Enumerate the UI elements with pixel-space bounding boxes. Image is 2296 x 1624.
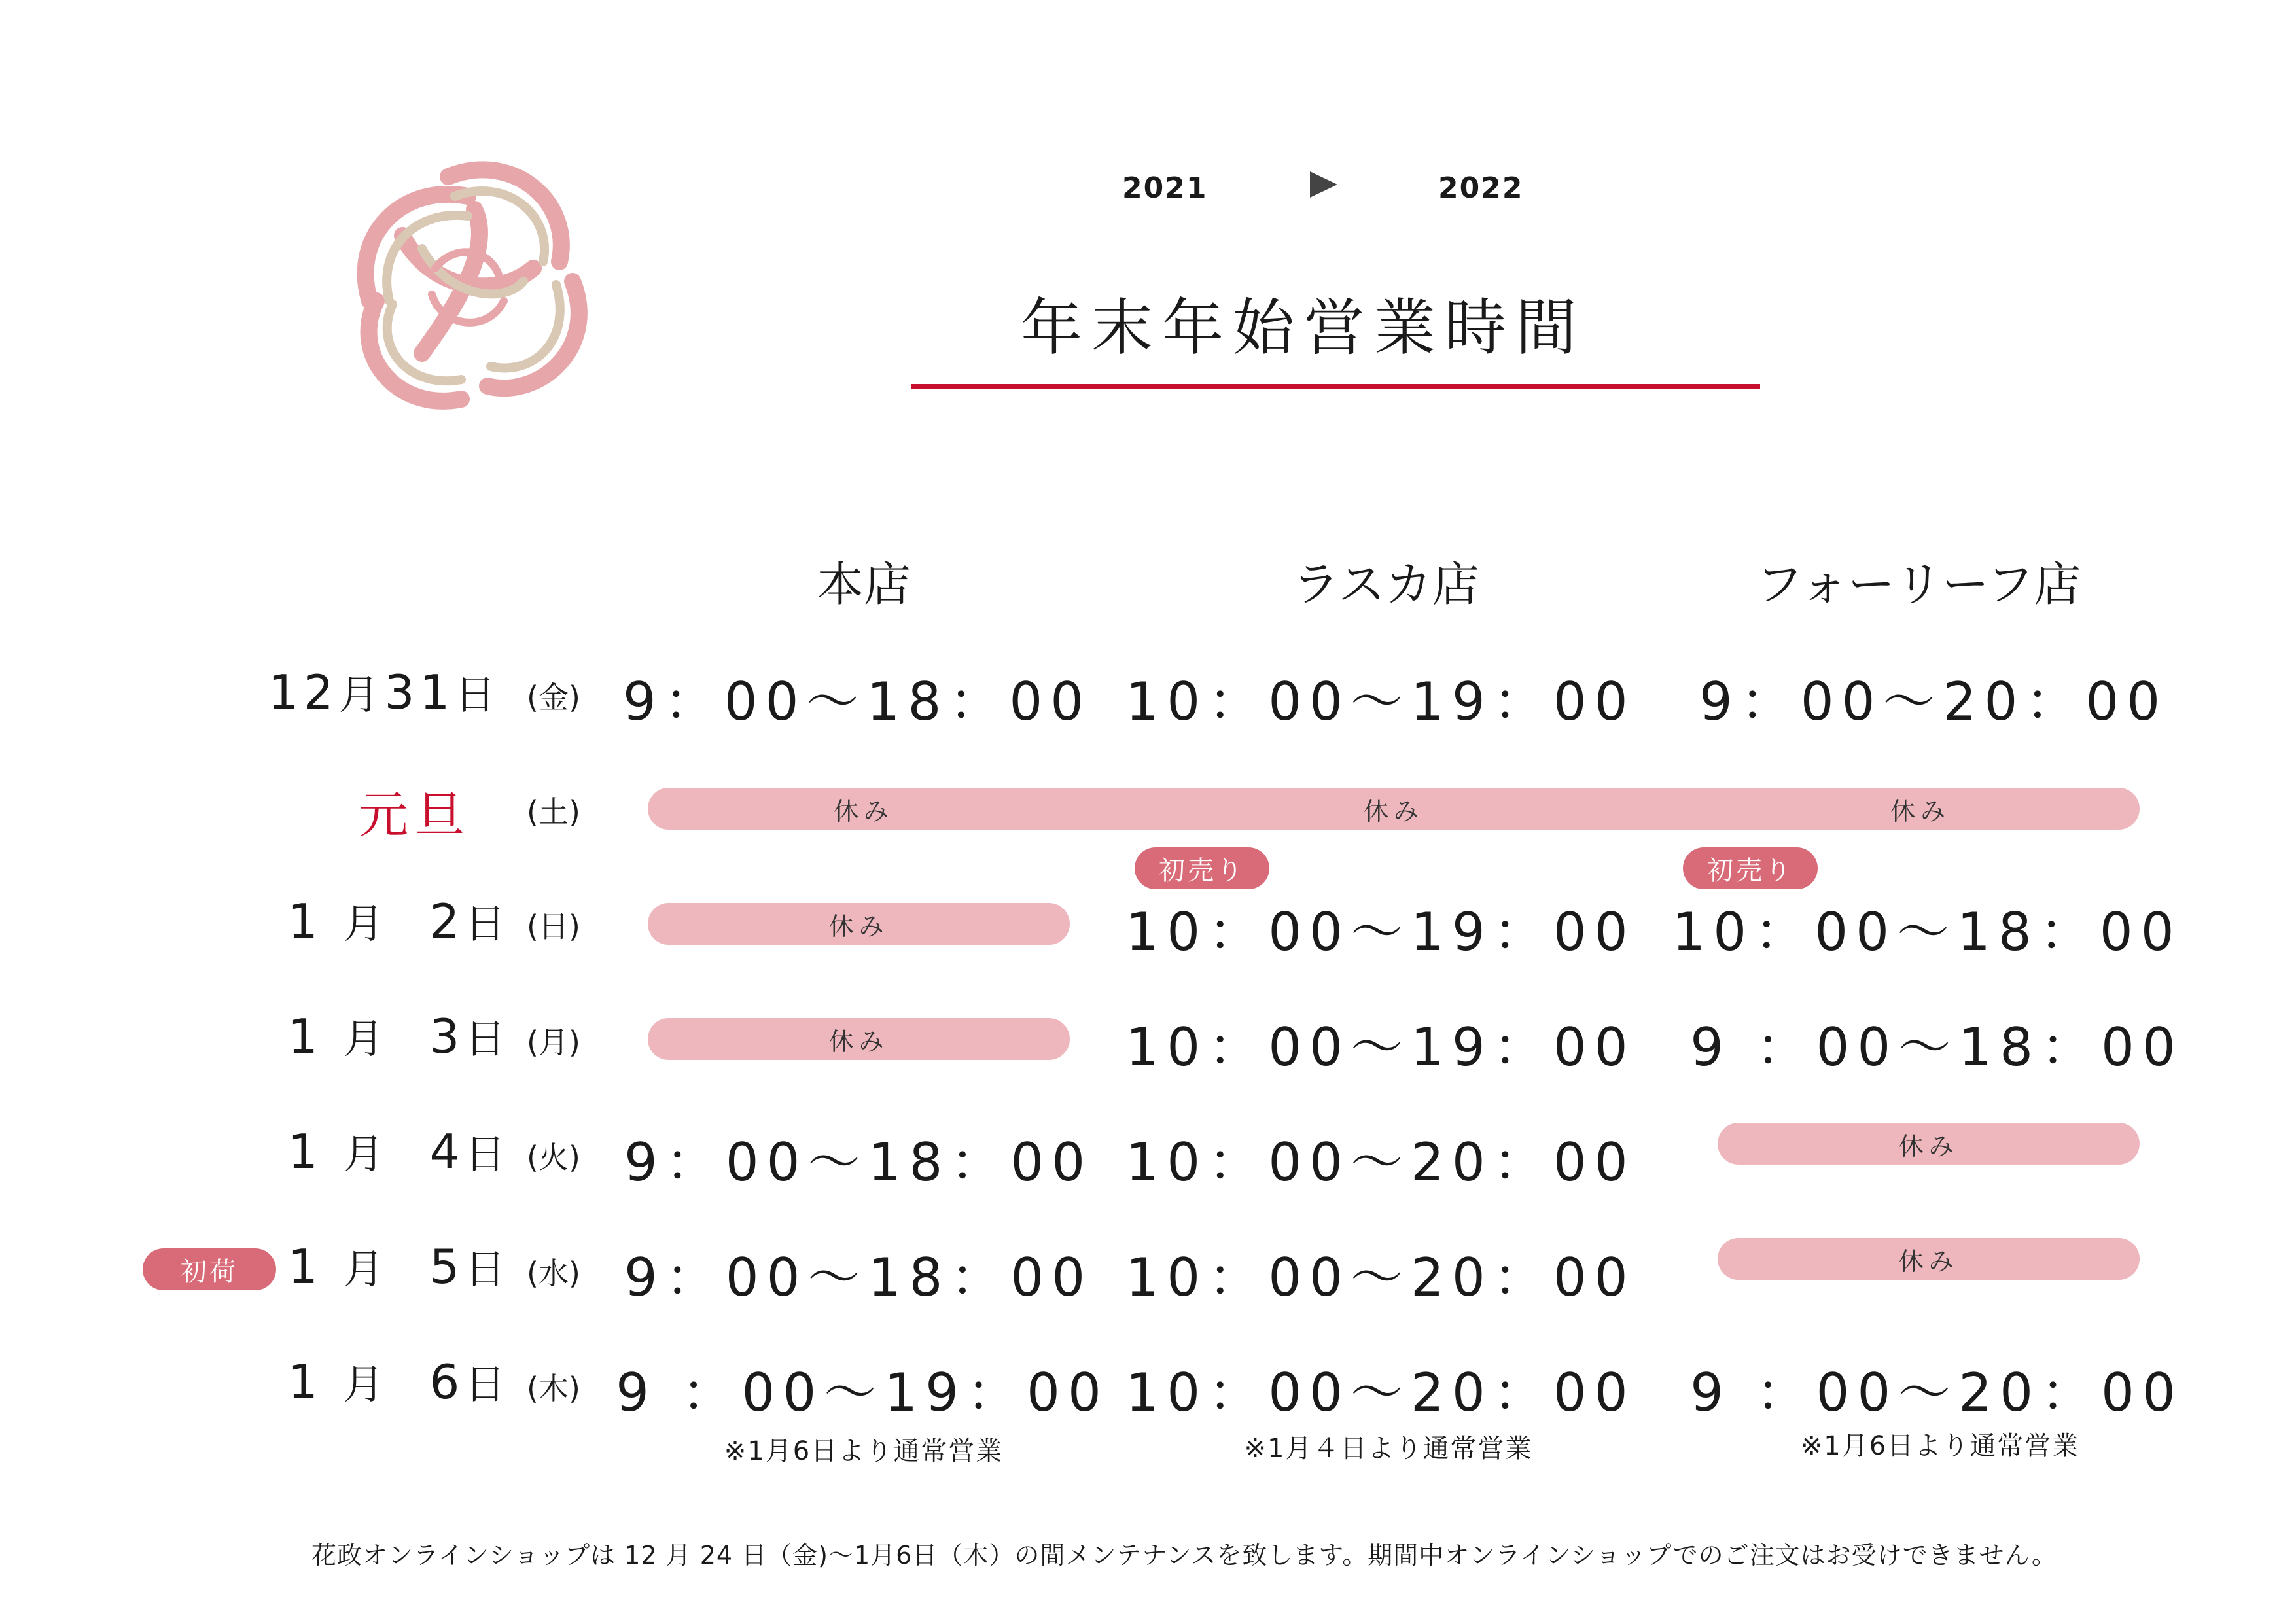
year-to: 2022: [1438, 171, 1524, 205]
closed-bar-all: [648, 788, 2140, 830]
weekday: (火): [527, 1140, 580, 1175]
weekday: (金): [527, 680, 580, 715]
hours-lasca: 10：00～19：00: [1125, 1017, 1636, 1078]
store-header-main: 本店: [816, 557, 911, 612]
hours-main: 9 ：00～19：00: [616, 1362, 1109, 1423]
note-fourleaf: ※1月6日より通常営業: [1800, 1431, 2080, 1461]
footer-notice: 花政オンラインショップは 12 月 24 日（金)～1月6日（木）の間メンテナンスを致します。期間中オンラインショップでのご注文はお受けできません。: [311, 1541, 2057, 1570]
note-lasca: ※1月４日より通常営業: [1244, 1434, 1533, 1464]
date-label: 1 月 6日: [288, 1354, 511, 1409]
hours-lasca: 10：00～19：00: [1125, 671, 1636, 732]
closed-label-lasca: 休み: [1363, 796, 1424, 826]
hatsuuri-badge-fourleaf: 初売り: [1683, 847, 1818, 889]
date-label: 1 月 3日: [288, 1009, 511, 1064]
hours-lasca: 10：00～20：00: [1125, 1362, 1636, 1423]
year-from: 2021: [1122, 171, 1208, 205]
date-label: 1 月 4日: [288, 1124, 511, 1179]
page-title: 年末年始営業時間: [1021, 292, 1587, 364]
weekday: (水): [527, 1256, 580, 1291]
store-header-lasca: ラスカ店: [1292, 557, 1479, 612]
hatsuni-badge: 初荷: [143, 1248, 276, 1290]
hours-fourleaf: 9：00～20：00: [1699, 671, 2168, 732]
closed-label-main: 休み: [833, 796, 894, 826]
hours-main: 9：00～18：00: [624, 1247, 1093, 1308]
weekday: (土): [527, 794, 580, 830]
hours-main: 9：00～18：00: [622, 671, 1092, 732]
closed-bar-fourleaf: 休み: [1718, 1238, 2140, 1280]
date-label: 1 月 2日: [288, 894, 511, 949]
closed-bar-fourleaf: 休み: [1718, 1123, 2140, 1165]
store-header-fourleaf: フォーリーフ店: [1756, 557, 2081, 612]
play-triangle-icon: [1307, 169, 1343, 202]
hours-fourleaf: 9 ：00～20：00: [1690, 1362, 2183, 1423]
hours-lasca: 10：00～20：00: [1125, 1132, 1636, 1193]
weekday: (日): [527, 909, 580, 944]
hours-fourleaf: 9 ：00～18：00: [1690, 1017, 2183, 1078]
date-label: 1 月 5日: [288, 1239, 511, 1294]
date-label: 12月31日: [268, 665, 501, 720]
hours-main: 9：00～18：00: [624, 1132, 1093, 1193]
hatsuuri-badge-lasca: 初売り: [1135, 847, 1269, 889]
weekday: (木): [527, 1371, 580, 1406]
hours-lasca: 10：00～19：00: [1125, 902, 1636, 962]
note-main: ※1月6日より通常営業: [724, 1436, 1004, 1466]
weekday: (月): [527, 1025, 580, 1060]
closed-label-fourleaf: 休み: [1890, 796, 1951, 826]
hours-lasca: 10：00～20：00: [1125, 1247, 1636, 1308]
closed-bar-main: 休み: [648, 1018, 1070, 1060]
title-underline: [911, 384, 1760, 389]
new-years-day-label: 元旦: [359, 786, 471, 844]
hours-fourleaf: 10：00～18：00: [1672, 902, 2182, 962]
mizuhiki-logo-icon: [324, 137, 612, 425]
closed-bar-main: 休み: [648, 903, 1070, 945]
